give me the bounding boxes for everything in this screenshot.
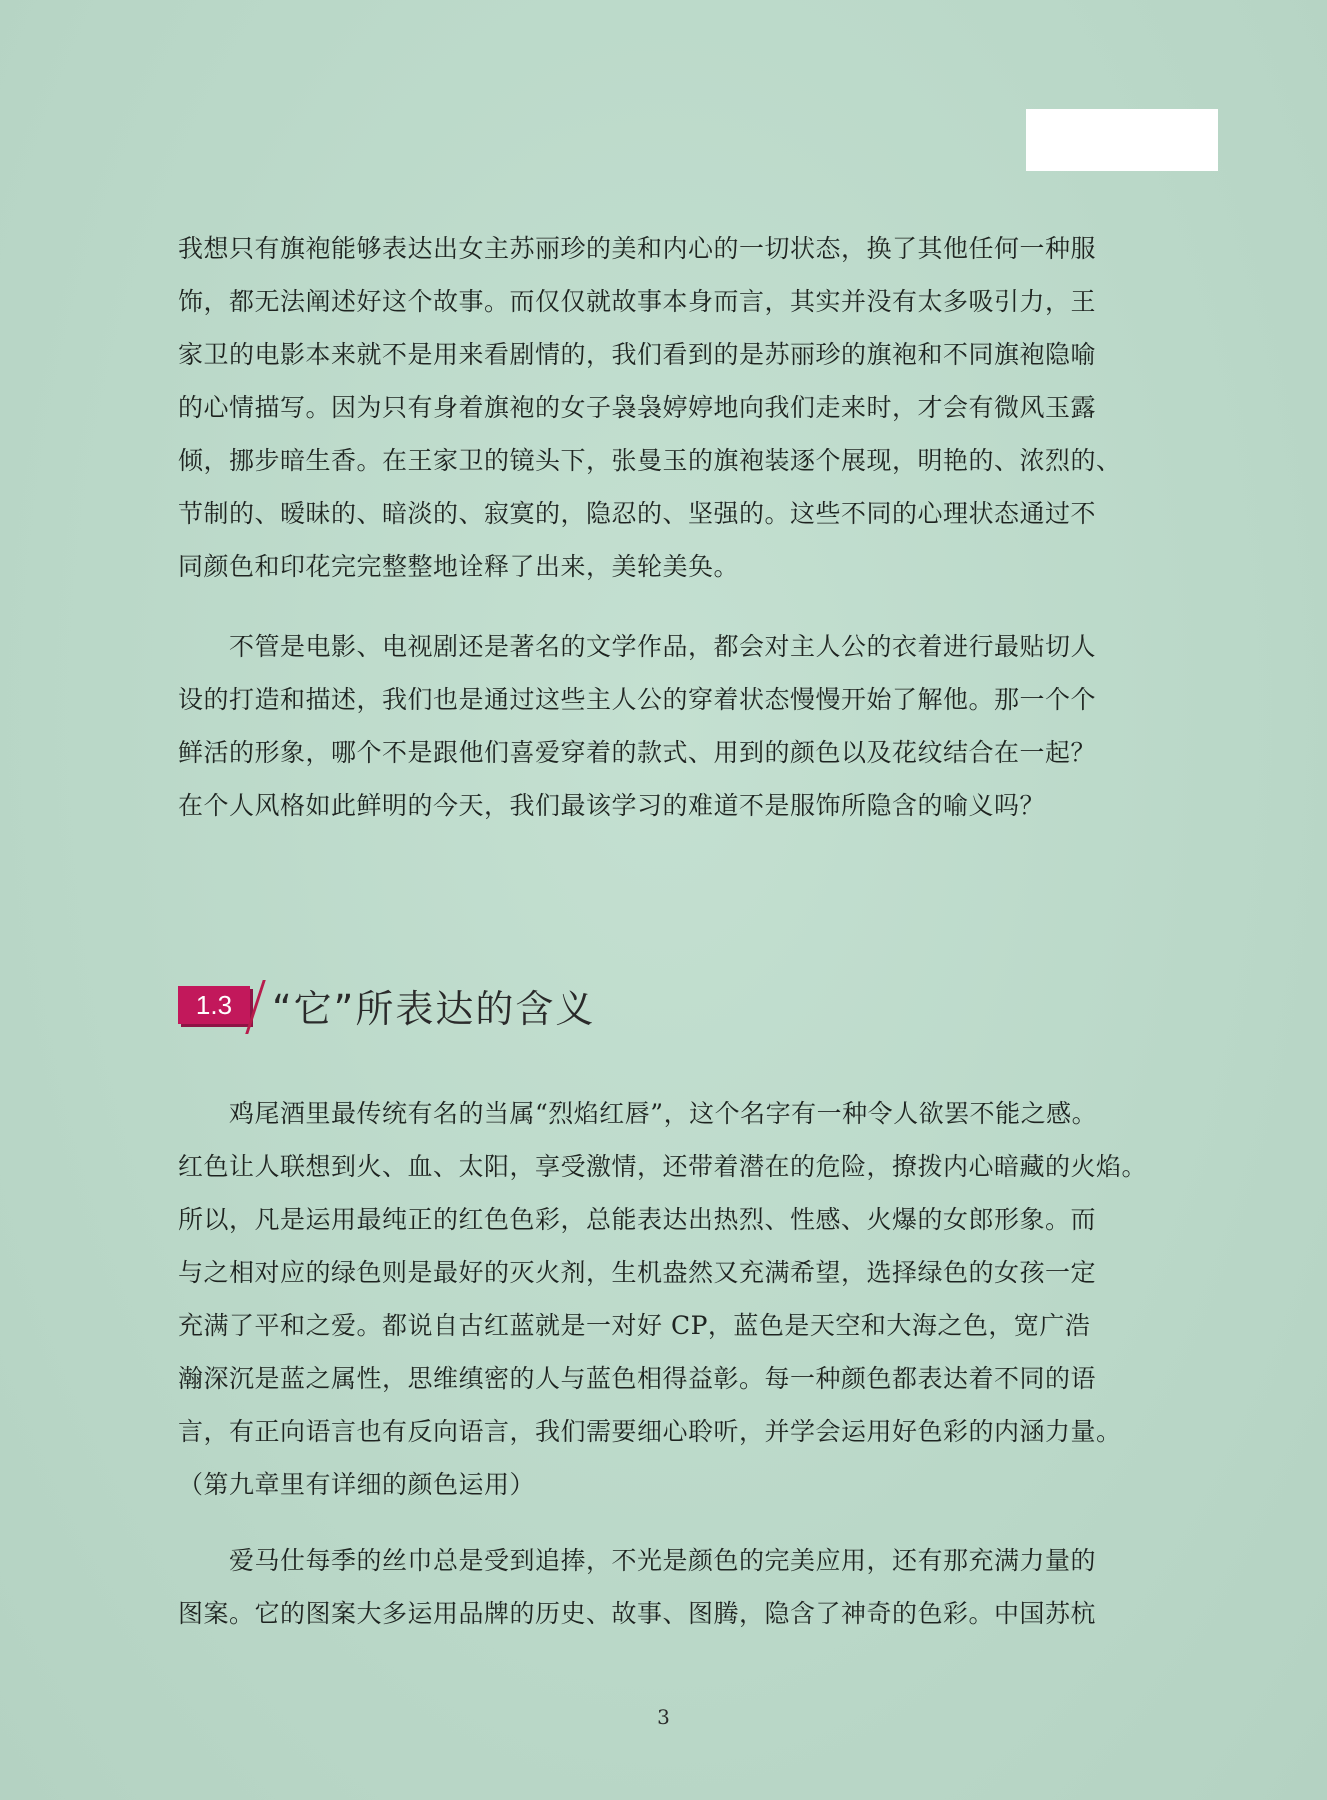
section-title: “它”所表达的含义 <box>272 986 596 1031</box>
section-heading <box>178 980 595 1030</box>
badge-slash-decoration <box>245 980 266 1034</box>
text-line: 红色让人联想到火、血、太阳，享受激情，还带着潜在的危险，撩拨内心暗藏的火焰。 <box>178 1152 1148 1181</box>
text-line: 爱马仕每季的丝巾总是受到追捧，不光是颜色的完美应用，还有那充满力量的 <box>178 1546 1097 1575</box>
paragraph-3 <box>178 1087 1208 1511</box>
text-line: 在个人风格如此鲜明的今天，我们最该学习的难道不是服饰所隐含的喻义吗？ <box>178 791 1046 820</box>
page-number: 3 <box>657 1705 670 1729</box>
text-line: 倾，挪步暗生香。在王家卫的镜头下，张曼玉的旗袍装逐个展现，明艳的、浓烈的、 <box>178 446 1122 475</box>
section-number: 1.3 <box>195 990 233 1020</box>
text-line: 我想只有旗袍能够表达出女主苏丽珍的美和内心的一切状态，换了其他任何一种服 <box>178 234 1097 263</box>
text-line: 节制的、暧昧的、暗淡的、寂寞的，隐忍的、坚强的。这些不同的心理状态通过不 <box>178 499 1097 528</box>
text-line: 同颜色和印花完完整整地诠释了出来，美轮美奂。 <box>178 552 740 581</box>
text-line: （第九章里有详细的颜色运用） <box>178 1470 536 1499</box>
text-line: 家卫的电影本来就不是用来看剧情的，我们看到的是苏丽珍的旗袍和不同旗袍隐喻 <box>178 340 1097 369</box>
paragraph-1 <box>178 222 1208 593</box>
text-line: 的心情描写。因为只有身着旗袍的女子袅袅婷婷地向我们走来时，才会有微风玉露 <box>178 393 1097 422</box>
text-line: 充满了平和之爱。都说自古红蓝就是一对好 CP，蓝色是天空和大海之色，宽广浩 <box>178 1311 1091 1340</box>
text-line: 与之相对应的绿色则是最好的灭火剂，生机盎然又充满希望，选择绿色的女孩一定 <box>178 1258 1097 1287</box>
paragraph-4 <box>178 1534 1208 1640</box>
text-line: 所以，凡是运用最纯正的红色色彩，总能表达出热烈、性感、火爆的女郎形象。而 <box>178 1205 1097 1234</box>
text-line: 言，有正向语言也有反向语言，我们需要细心聆听，并学会运用好色彩的内涵力量。 <box>178 1417 1122 1446</box>
text-line: 图案。它的图案大多运用品牌的历史、故事、图腾，隐含了神奇的色彩。中国苏杭 <box>178 1599 1097 1628</box>
text-line: 瀚深沉是蓝之属性，思维缜密的人与蓝色相得益彰。每一种颜色都表达着不同的语 <box>178 1364 1097 1393</box>
paragraph-2 <box>178 620 1208 832</box>
text-line: 不管是电影、电视剧还是著名的文学作品，都会对主人公的衣着进行最贴切人 <box>178 632 1097 661</box>
redaction-box <box>1026 109 1218 171</box>
text-line: 饰，都无法阐述好这个故事。而仅仅就故事本身而言，其实并没有太多吸引力，王 <box>178 287 1097 316</box>
text-line: 设的打造和描述，我们也是通过这些主人公的穿着状态慢慢开始了解他。那一个个 <box>178 685 1097 714</box>
text-line: 鸡尾酒里最传统有名的当属“烈焰红唇”，这个名字有一种令人欲罢不能之感。 <box>178 1099 1098 1128</box>
text-line: 鲜活的形象，哪个不是跟他们喜爱穿着的款式、用到的颜色以及花纹结合在一起？ <box>178 738 1097 767</box>
section-number-badge <box>178 986 250 1024</box>
